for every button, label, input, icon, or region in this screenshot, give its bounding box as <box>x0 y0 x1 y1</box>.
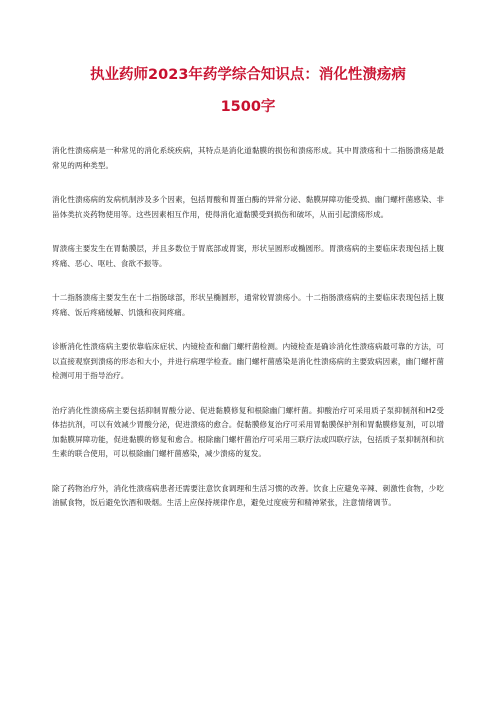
paragraph-gastric-ulcer: 胃溃疡主要发生在胃黏膜层，并且多数位于胃底部或胃窦，形状呈圆形或椭圆形。胃溃疡病的主要临床表现包括上腹疼痛、恶心、呕吐、食欲不振等。 <box>52 244 444 268</box>
document-title-line1: 执业药师2023年药学综合知识点：消化性溃疡病 <box>90 67 406 83</box>
paragraph-pathogenesis: 消化性溃疡病的发病机制涉及多个因素，包括胃酸和胃蛋白酶的异常分泌、黏膜屏障功能受损、幽门螺杆菌感染、非甾体类抗炎药物使用等。这些因素相互作用，使得消化道黏膜受到损伤和破坏，从而引起溃疡形成。 <box>52 195 444 219</box>
document-body <box>52 144 444 511</box>
paragraph-treatment: 治疗消化性溃疡病主要包括抑制胃酸分泌、促进黏膜修复和根除幽门螺杆菌。抑酸治疗可采用质子泵抑制剂和H2受体拮抗剂，可以有效减少胃酸分泌，促进溃疡的愈合。促黏膜修复治疗可采用胃黏膜保护剂和胃黏膜修复剂，可以增加黏膜屏障功能，促进黏膜的修复和愈合。根除幽门螺杆菌治疗可采用三联疗法或四联疗法，包括质子泵抑制剂和抗生素的联合使用，可以根除幽门螺杆菌感染，减少溃疡的复发。 <box>52 405 444 458</box>
paragraph-lifestyle: 除了药物治疗外，消化性溃疡病患者还需要注意饮食调理和生活习惯的改善。饮食上应避免辛辣、刺激性食物，少吃油腻食物，饭后避免饮酒和吸烟。生活上应保持规律作息，避免过度疲劳和精神紧张，注意情绪调节。 <box>52 483 444 507</box>
paragraph-diagnosis: 诊断消化性溃疡病主要依靠临床症状、内镜检查和幽门螺杆菌检测。内镜检查是确诊消化性溃疡病最可靠的方法，可以直接观察到溃疡的形态和大小，并进行病理学检查。幽门螺杆菌感染是消化性溃疡病的主要致病因素，幽门螺杆菌检测可用于指导治疗。 <box>52 342 444 380</box>
paragraph-duodenal-ulcer: 十二指肠溃疡主要发生在十二指肠球部，形状呈椭圆形，通常较胃溃疡小。十二指肠溃疡病的主要临床表现包括上腹疼痛、饭后疼痛缓解、饥饿和夜间疼痛。 <box>52 293 444 317</box>
document-title-line2: 1500字 <box>220 99 276 115</box>
paragraph-intro: 消化性溃疡病是一种常见的消化系统疾病，其特点是消化道黏膜的损伤和溃疡形成。其中胃溃疡和十二指肠溃疡是最常见的两种类型。 <box>52 146 444 170</box>
